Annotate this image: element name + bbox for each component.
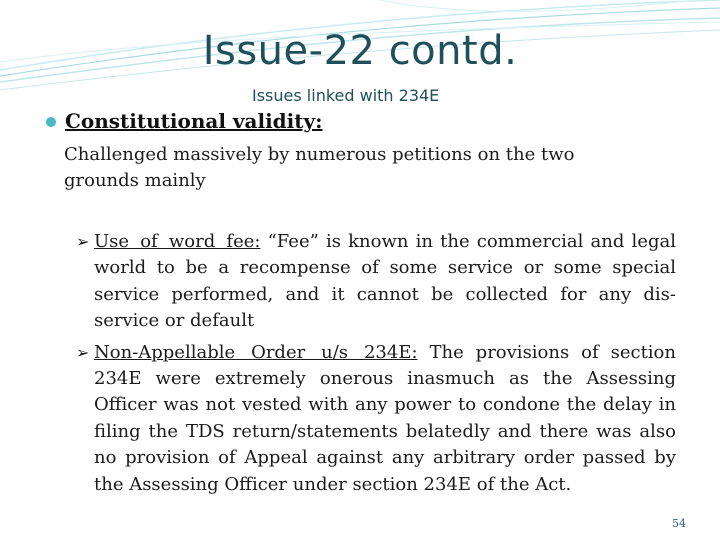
slide-subtitle: Issues linked with 234E — [252, 86, 440, 105]
sub-point — [76, 340, 676, 498]
arrow-bullet-icon: ➢ — [76, 232, 90, 251]
page-number: 54 — [672, 517, 686, 530]
sub-point — [76, 229, 676, 335]
sub-point-body: “Fee” is known in the commercial and legal world to be a recompense of some service or some special service performed, and it cannot be collected for any dis-service or default — [94, 231, 676, 332]
intro-text: Challenged massively by numerous petitions on the two grounds mainly — [64, 144, 575, 191]
sub-point-heading: Non-Appellable Order u/s 234E: — [94, 341, 418, 363]
section-heading: Constitutional validity: — [65, 109, 323, 133]
sub-point-body: The provisions of section 234E were extremely onerous inasmuch as the Assessing Officer was not vested with any power to condone the delay in filing the TDS return/statements belatedly and there was also no provision of Appeal against any arbitrary order passed by the Assessing Officer under section 234E of the Act. — [94, 341, 676, 495]
arrow-bullet-icon: ➢ — [76, 342, 90, 362]
bullet-dot-icon — [46, 117, 56, 127]
slide-title: Issue-22 contd. — [202, 28, 518, 74]
sub-points-list — [76, 229, 676, 503]
sub-point-heading: Use of word fee: — [94, 231, 261, 252]
main-bullet — [46, 109, 323, 133]
